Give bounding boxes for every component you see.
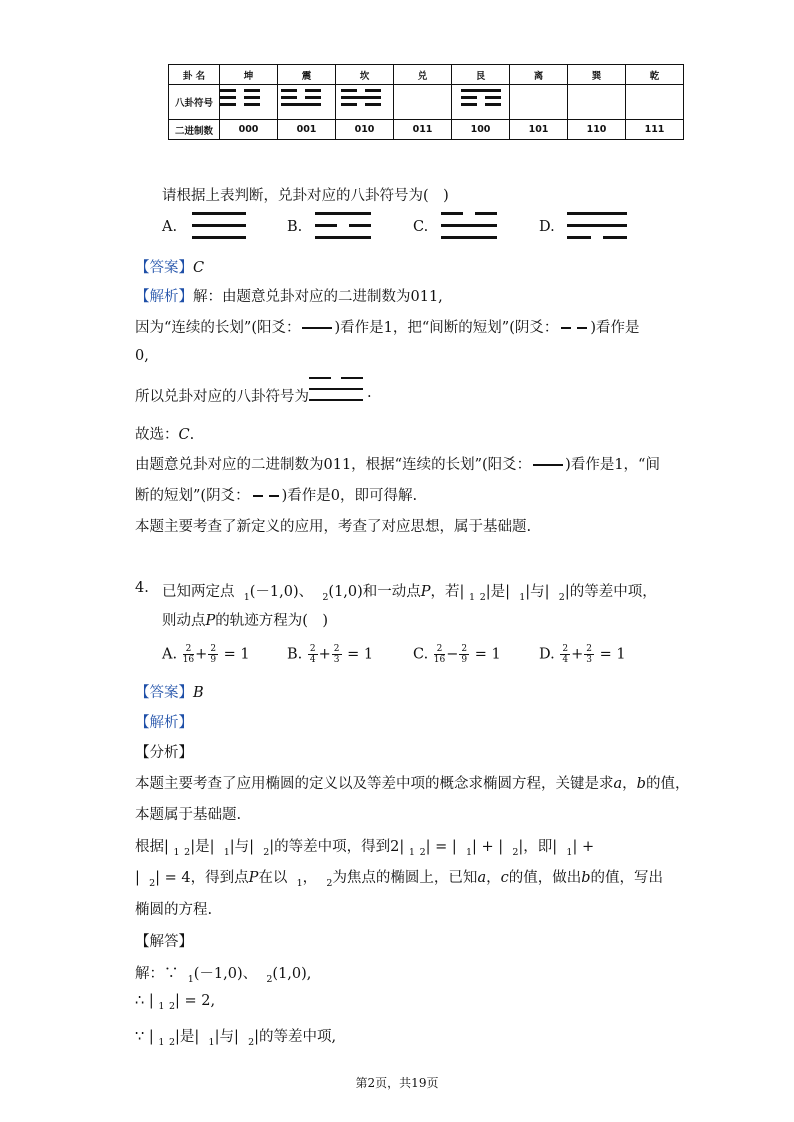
denominator: 4 [309, 655, 316, 665]
text-run: = 1 [474, 646, 501, 663]
subscript: 1 [519, 592, 526, 603]
analysis-line [135, 866, 663, 887]
yang-line-icon [533, 464, 563, 466]
operator: + [571, 646, 584, 663]
yin-dash-icon [253, 495, 263, 497]
subscript: 2 [322, 592, 329, 603]
table-cell [568, 85, 626, 120]
question-text [162, 609, 328, 630]
text-run: )看作是0，即可得解. [281, 488, 418, 504]
text-run: P [205, 613, 216, 629]
table-cell: 坤 [220, 65, 278, 85]
yin-dash-icon [561, 327, 571, 329]
subscript: 2 [419, 847, 426, 858]
subscript: 1 [469, 592, 476, 603]
subscript: 2 [149, 878, 156, 889]
text-run: ∵ | [135, 1029, 154, 1045]
text-run: |的等差中项， [564, 584, 657, 600]
denominator: 3 [333, 655, 340, 665]
text-run: (－1,0)、 [249, 584, 314, 600]
text-run: (1,0)和一动点 [328, 584, 421, 600]
text-run: 由题意兑卦对应的二进制数为011，根据“连续的长划”(阳爻： [135, 457, 532, 473]
option-a [162, 644, 250, 665]
subscript: 1 [296, 878, 303, 889]
table-cell: 010 [336, 120, 394, 140]
subscript: 2 [512, 847, 519, 858]
subscript: 2 [558, 592, 565, 603]
section-label-jieda: 【解答】 [135, 934, 193, 950]
numerator: 2 [461, 644, 468, 654]
denominator: 4 [562, 655, 569, 665]
text-run: 本题主要考查了应用椭圆的定义以及等差中项的概念求椭圆方程，关键是求 [135, 776, 614, 792]
text-run: |与| [214, 1029, 239, 1045]
option-b [287, 644, 373, 665]
text-run: 则动点 [162, 613, 206, 629]
analysis-line [135, 453, 660, 474]
text-run: | = 4，得到点 [155, 870, 249, 886]
analysis-line [135, 423, 194, 444]
table-cell [626, 85, 684, 120]
option-d [539, 644, 626, 665]
solution-line [135, 993, 216, 1012]
analysis-text: 解：由题意兑卦对应的二进制数为011, [193, 289, 443, 305]
analysis-line [135, 316, 640, 337]
operator: + [318, 646, 331, 663]
fraction [434, 644, 445, 665]
fraction [332, 644, 342, 665]
text-run: = 1 [599, 646, 626, 663]
denominator: 16 [433, 655, 446, 665]
table-cell: 兑 [394, 65, 452, 85]
table-cell: 坎 [336, 65, 394, 85]
table-cell [510, 85, 568, 120]
answer-label: 【答案】 [135, 685, 193, 701]
text-run: 因为“连续的长划”(阳爻： [135, 320, 301, 336]
option-label: A. [162, 646, 178, 663]
numerator: 2 [333, 644, 340, 654]
text-run: ，若| [430, 584, 465, 600]
denominator: 3 [586, 655, 592, 665]
text-run: a [477, 870, 487, 886]
text-run: ∴ | [135, 993, 154, 1009]
yang-line-icon [302, 327, 332, 329]
subscript: 1 [243, 592, 250, 603]
table-cell: 艮 [452, 65, 510, 85]
subscript: 1 [173, 847, 180, 858]
numerator: 2 [562, 644, 569, 654]
period: . [367, 385, 372, 401]
yin-dash-icon [269, 495, 279, 497]
fraction [183, 644, 194, 665]
subscript: 2 [326, 878, 333, 889]
analysis-line [135, 385, 309, 406]
analysis-line: 椭圆的方程. [135, 902, 213, 918]
text-run: |是| [175, 1029, 200, 1045]
answer-value: C [193, 260, 205, 276]
fraction [560, 644, 570, 665]
table-header-name: 卦 名 [169, 65, 220, 85]
numerator: 2 [210, 644, 217, 654]
text-run: C [178, 427, 190, 443]
text-run: (1,0), [272, 966, 312, 982]
text-run: b [581, 870, 591, 886]
page-footer: 第2页，共19页 [355, 1076, 439, 1090]
text-run: = 1 [223, 646, 250, 663]
analysis-label: 【解析】 [135, 715, 193, 731]
text-run: | + | [472, 839, 504, 855]
table-cell: 100 [452, 120, 510, 140]
yin-dash-icon [577, 327, 587, 329]
question-text [162, 580, 657, 601]
text-run: = 1 [347, 646, 374, 663]
answer-line [135, 256, 204, 277]
text-run: )看作是1，“间 [565, 457, 660, 473]
text-run: b [636, 776, 646, 792]
option-label: C. [413, 646, 429, 663]
text-run: 所以兑卦对应的八卦符号为 [135, 389, 309, 405]
text-run: 的值，做出 [508, 870, 582, 886]
text-run: |与| [525, 584, 550, 600]
text-run: |与| [229, 839, 255, 855]
text-run: 的值， [645, 776, 690, 792]
analysis-line [135, 772, 689, 793]
text-run: | = | [425, 839, 457, 855]
table-cell: 000 [220, 120, 278, 140]
text-run: c [500, 870, 509, 886]
question-prompt: 请根据上表判断，兑卦对应的八卦符号为( ) [162, 188, 449, 204]
analysis-line [135, 285, 443, 306]
analysis-label: 【解析】 [135, 289, 193, 305]
fraction [208, 644, 218, 665]
table-cell [394, 85, 452, 120]
subscript: 1 [465, 847, 473, 858]
subscript: 1 [208, 1037, 215, 1048]
operator: + [195, 646, 208, 663]
subscript: 2 [169, 1037, 176, 1048]
table-header-symbol: 八卦符号 [169, 85, 220, 120]
bagua-table [168, 64, 684, 140]
option-label-b: B. [287, 219, 303, 235]
subscript: 2 [263, 847, 270, 858]
text-run: ， [622, 776, 637, 792]
section-label-fenxi: 【分析】 [135, 745, 193, 761]
answer-line [135, 681, 204, 702]
subscript: 2 [266, 974, 273, 985]
subscript: 1 [408, 847, 415, 858]
text-run: . [189, 427, 195, 443]
text-run: 故选： [135, 427, 179, 443]
text-run: 的轨迹方程为( ) [215, 613, 329, 629]
fraction [459, 644, 469, 665]
text-run: 根据| [135, 839, 169, 855]
text-run: )看作是 [590, 320, 640, 336]
text-run: (－1,0)、 [193, 966, 258, 982]
text-run: ， [302, 870, 318, 886]
text-run: 在以 [258, 870, 288, 886]
text-run: |是| [190, 839, 215, 855]
table-cell: 111 [626, 120, 684, 140]
table-header-binary: 二进制数 [169, 120, 220, 140]
table-cell: 101 [510, 120, 568, 140]
table-cell: 离 [510, 65, 568, 85]
table-cell: 震 [278, 65, 336, 85]
option-label-d: D. [539, 219, 555, 235]
text-run: | = 2, [175, 993, 216, 1009]
answer-label: 【答案】 [135, 260, 193, 276]
text-run: )看作是1，把“间断的短划”(阴爻： [334, 320, 559, 336]
text-run: 为焦点的椭圆上，已知 [332, 870, 478, 886]
text-run: 的值，写出 [590, 870, 664, 886]
subscript: 1 [566, 847, 573, 858]
subscript: 1 [158, 1001, 165, 1012]
text-run: P [248, 870, 259, 886]
denominator: 16 [182, 655, 195, 665]
option-c [413, 644, 501, 665]
table-cell: 乾 [626, 65, 684, 85]
text-run: |的等差中项，得到2| [269, 839, 405, 855]
solution-line [135, 962, 311, 983]
text-run: |，即| [518, 839, 558, 855]
text-run: | + [572, 839, 595, 855]
fraction [584, 644, 594, 665]
text-run: | [135, 870, 140, 886]
text-run: 已知两定点 [162, 584, 235, 600]
analysis-line [135, 484, 417, 505]
option-label: B. [287, 646, 303, 663]
subscript: 2 [184, 847, 191, 858]
analysis-line: 0, [135, 348, 149, 364]
table-cell: 011 [394, 120, 452, 140]
option-label: D. [539, 646, 555, 663]
table-cell: 巽 [568, 65, 626, 85]
subscript: 1 [223, 847, 230, 858]
text-run: P [420, 584, 431, 600]
option-label-c: C. [413, 219, 429, 235]
question-number: 4. [135, 580, 149, 596]
text-run: |是| [485, 584, 511, 600]
text-run: ， [486, 870, 501, 886]
denominator: 9 [461, 655, 468, 665]
analysis-line: 本题主要考查了新定义的应用，考查了对应思想，属于基础题. [135, 519, 532, 535]
text-run: |的等差中项, [254, 1029, 337, 1045]
solution-line [135, 1025, 336, 1046]
numerator: 2 [183, 644, 194, 655]
table-cell: 001 [278, 120, 336, 140]
answer-value: B [193, 685, 204, 701]
fraction [308, 644, 318, 665]
option-label-a: A. [162, 219, 178, 235]
table-cell: 110 [568, 120, 626, 140]
text-run: 解：∵ [135, 966, 179, 982]
analysis-line: 本题属于基础题. [135, 807, 242, 823]
subscript: 2 [248, 1037, 255, 1048]
subscript: 2 [479, 592, 486, 603]
text-run: a [613, 776, 623, 792]
subscript: 2 [169, 1001, 176, 1012]
operator: − [446, 646, 459, 663]
numerator: 2 [434, 644, 445, 655]
denominator: 9 [210, 655, 217, 665]
analysis-line [135, 835, 594, 856]
subscript: 1 [158, 1037, 165, 1048]
numerator: 2 [586, 644, 592, 654]
text-run: 断的短划”(阴爻： [135, 488, 250, 504]
numerator: 2 [309, 644, 316, 654]
subscript: 1 [187, 974, 194, 985]
